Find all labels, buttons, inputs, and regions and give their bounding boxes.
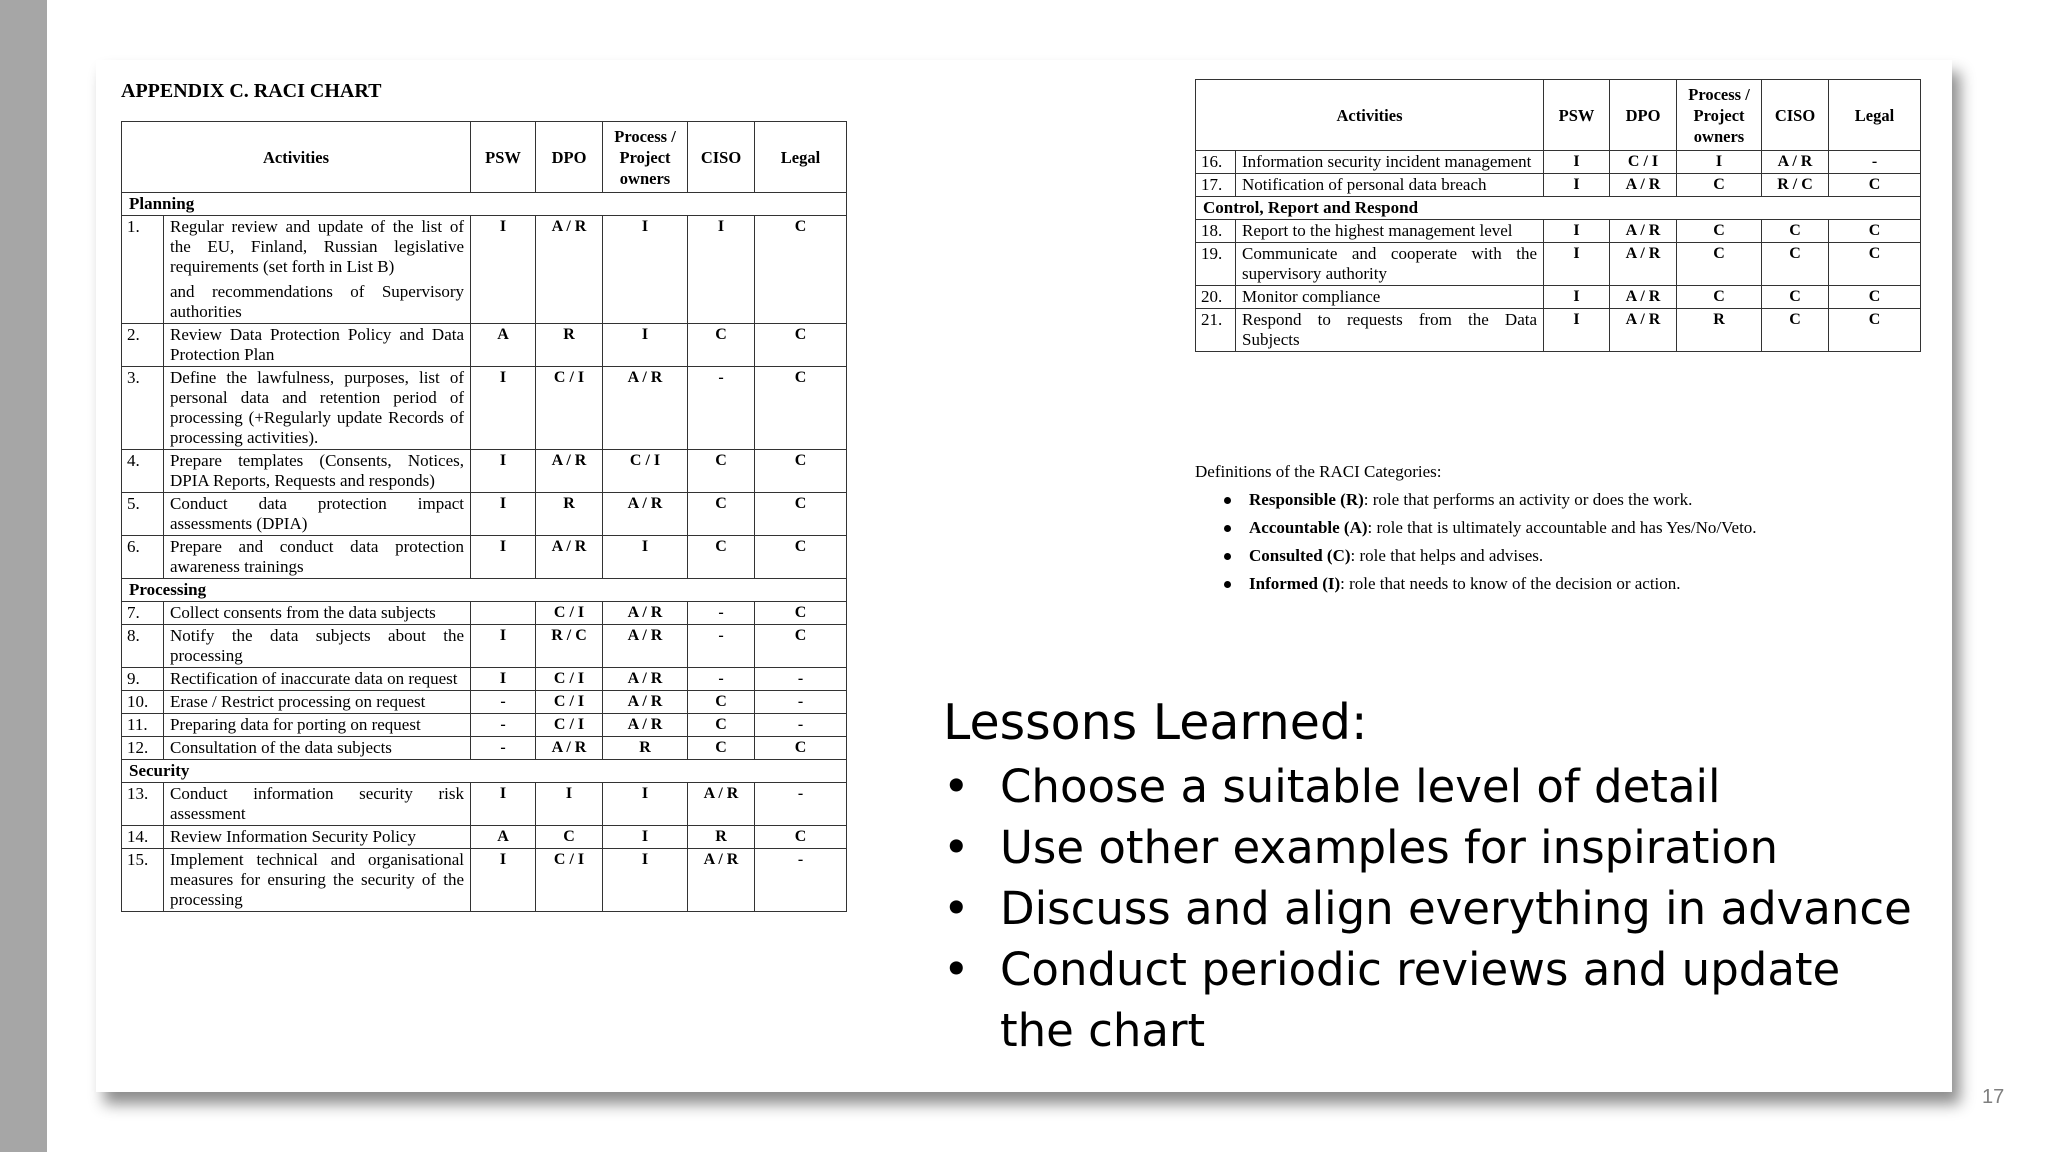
cell-ciso: A / R (688, 783, 755, 826)
cell-process-owners: A / R (603, 493, 688, 536)
definition-desc: : role that performs an activity or does the work. (1363, 490, 1693, 509)
cell-legal: C (1829, 174, 1921, 197)
row-number: 4. (122, 450, 164, 493)
cell-legal: C (755, 826, 847, 849)
col-legal: Legal (755, 122, 847, 193)
cell-legal: - (755, 849, 847, 912)
cell-ciso: C (688, 536, 755, 579)
row-number: 5. (122, 493, 164, 536)
cell-process-owners: I (603, 324, 688, 367)
section-row (122, 760, 847, 783)
cell-dpo: C / I (1610, 151, 1677, 174)
row-activity: Notification of personal data breach (1236, 174, 1544, 197)
row-number: 3. (122, 367, 164, 450)
cell-psw: I (1544, 220, 1610, 243)
table-row (122, 826, 847, 849)
cell-psw: - (471, 714, 536, 737)
cell-process-owners: I (603, 826, 688, 849)
cell-dpo: C / I (536, 367, 603, 450)
cell-ciso: R / C (1762, 174, 1829, 197)
row-number: 7. (122, 602, 164, 625)
raci-table-left (121, 121, 847, 912)
cell-dpo: A / R (536, 450, 603, 493)
cell-process-owners: I (603, 849, 688, 912)
lesson-item: • Choose a suitable level of detail (943, 756, 1920, 817)
table-row (122, 691, 847, 714)
cell-process-owners: C / I (603, 450, 688, 493)
cell-dpo: A / R (536, 216, 603, 324)
cell-ciso: - (688, 367, 755, 450)
cell-legal: C (755, 216, 847, 324)
cell-dpo: A / R (536, 737, 603, 760)
table-row (122, 714, 847, 737)
definition-desc: : role that helps and advises. (1350, 546, 1544, 565)
cell-ciso: C (1762, 309, 1829, 352)
row-number: 15. (122, 849, 164, 912)
cell-process-owners: A / R (603, 691, 688, 714)
lesson-item: • Use other examples for inspiration (943, 817, 1920, 878)
table-row (122, 849, 847, 912)
cell-ciso: C (1762, 220, 1829, 243)
definitions-title: Definitions of the RACI Categories: (1195, 462, 1442, 481)
cell-dpo: A / R (536, 536, 603, 579)
cell-legal: C (755, 324, 847, 367)
row-number: 6. (122, 536, 164, 579)
header-row (1196, 80, 1921, 151)
cell-ciso: C (688, 691, 755, 714)
cell-process-owners: C (1677, 174, 1762, 197)
section-control: Control, Report and Respond (1196, 197, 1921, 220)
cell-process-owners: A / R (603, 714, 688, 737)
table-row (122, 783, 847, 826)
row-number: 18. (1196, 220, 1236, 243)
row-activity: Information security incident management (1236, 151, 1544, 174)
cell-dpo: C / I (536, 714, 603, 737)
table-row (122, 216, 847, 324)
cell-ciso: C (1762, 243, 1829, 286)
cell-legal: - (1829, 151, 1921, 174)
cell-ciso: - (688, 602, 755, 625)
col-process-owners: Process / Project owners (603, 122, 688, 193)
cell-psw: I (471, 625, 536, 668)
cell-psw: I (471, 849, 536, 912)
col-dpo: DPO (536, 122, 603, 193)
cell-ciso: - (688, 668, 755, 691)
cell-legal: - (755, 714, 847, 737)
cell-psw: - (471, 737, 536, 760)
cell-process-owners: C (1677, 286, 1762, 309)
cell-ciso: C (688, 737, 755, 760)
row-activity: Prepare templates (Consents, Notices, DPIA Reports, Requests and responds) (164, 450, 471, 493)
table-row (1196, 220, 1921, 243)
table-row (1196, 309, 1921, 352)
cell-psw: I (471, 216, 536, 324)
cell-ciso: R (688, 826, 755, 849)
cell-legal: C (755, 602, 847, 625)
cell-legal: C (1829, 243, 1921, 286)
cell-dpo: A / R (1610, 243, 1677, 286)
table-row (122, 536, 847, 579)
cell-process-owners: I (603, 536, 688, 579)
definition-item (1249, 546, 1757, 566)
cell-process-owners: A / R (603, 668, 688, 691)
left-sidebar-strip (0, 0, 47, 1152)
section-planning: Planning (122, 193, 847, 216)
cell-process-owners: R (603, 737, 688, 760)
table-row (122, 668, 847, 691)
section-row (122, 579, 847, 602)
raci-definitions (1195, 462, 1757, 602)
cell-process-owners: I (603, 783, 688, 826)
table-row (122, 602, 847, 625)
cell-dpo: C / I (536, 668, 603, 691)
table-row (122, 493, 847, 536)
lesson-item: • Discuss and align everything in advance (943, 878, 1920, 939)
cell-process-owners: I (1677, 151, 1762, 174)
table-row (1196, 286, 1921, 309)
row-activity: Rectification of inaccurate data on request (164, 668, 471, 691)
section-row (122, 193, 847, 216)
cell-psw: I (1544, 243, 1610, 286)
cell-psw: I (1544, 309, 1610, 352)
col-psw: PSW (1544, 80, 1610, 151)
section-security: Security (122, 760, 847, 783)
cell-ciso: I (688, 216, 755, 324)
cell-ciso: C (688, 493, 755, 536)
cell-legal: C (1829, 309, 1921, 352)
cell-dpo: A / R (1610, 286, 1677, 309)
row-activity: Report to the highest management level (1236, 220, 1544, 243)
cell-process-owners: I (603, 216, 688, 324)
cell-dpo: A / R (1610, 220, 1677, 243)
cell-psw (471, 602, 536, 625)
cell-ciso: A / R (688, 849, 755, 912)
definitions-list (1195, 490, 1757, 594)
row-activity: Erase / Restrict processing on request (164, 691, 471, 714)
cell-legal: C (1829, 220, 1921, 243)
cell-dpo: A / R (1610, 174, 1677, 197)
col-ciso: CISO (1762, 80, 1829, 151)
definition-desc: : role that needs to know of the decision or action. (1340, 574, 1681, 593)
cell-dpo: C / I (536, 602, 603, 625)
col-process-owners: Process / Project owners (1677, 80, 1762, 151)
cell-psw: I (471, 493, 536, 536)
definition-term: Consulted (C) (1249, 546, 1351, 565)
cell-legal: - (755, 783, 847, 826)
col-activities: Activities (122, 122, 471, 193)
row-number: 14. (122, 826, 164, 849)
definition-item (1249, 574, 1757, 594)
row-activity: Respond to requests from the Data Subjects (1236, 309, 1544, 352)
col-legal: Legal (1829, 80, 1921, 151)
cell-process-owners: C (1677, 243, 1762, 286)
cell-legal: C (755, 367, 847, 450)
definition-item (1249, 490, 1757, 510)
table-row (122, 367, 847, 450)
section-row (1196, 197, 1921, 220)
col-psw: PSW (471, 122, 536, 193)
cell-legal: C (1829, 286, 1921, 309)
row-activity: Consultation of the data subjects (164, 737, 471, 760)
row-activity-text: Regular review and update of the list of the EU, Finland, Russian legislative requirements (set forth in List B) (170, 217, 465, 276)
row-activity: Define the lawfulness, purposes, list of personal data and retention period of processing (+Regularly update Records of processing activities). (164, 367, 471, 450)
table-row (1196, 243, 1921, 286)
cell-process-owners: R (1677, 309, 1762, 352)
row-activity-subtext: and recommendations of Supervisory authorities (170, 282, 465, 321)
row-activity: Conduct information security risk assessment (164, 783, 471, 826)
row-activity: Conduct data protection impact assessments (DPIA) (164, 493, 471, 536)
cell-psw: A (471, 826, 536, 849)
row-activity (164, 216, 471, 324)
row-number: 16. (1196, 151, 1236, 174)
table-row (1196, 151, 1921, 174)
row-number: 12. (122, 737, 164, 760)
definition-term: Responsible (R) (1249, 490, 1364, 509)
row-activity: Review Information Security Policy (164, 826, 471, 849)
row-number: 2. (122, 324, 164, 367)
row-number: 11. (122, 714, 164, 737)
cell-psw: I (471, 450, 536, 493)
cell-dpo: C (536, 826, 603, 849)
cell-process-owners: C (1677, 220, 1762, 243)
cell-legal: - (755, 691, 847, 714)
section-processing: Processing (122, 579, 847, 602)
row-number: 10. (122, 691, 164, 714)
row-number: 21. (1196, 309, 1236, 352)
cell-process-owners: A / R (603, 625, 688, 668)
table-row (122, 450, 847, 493)
cell-legal: C (755, 737, 847, 760)
row-activity: Review Data Protection Policy and Data Protection Plan (164, 324, 471, 367)
cell-dpo: A / R (1610, 309, 1677, 352)
table-row (1196, 174, 1921, 197)
cell-psw: A (471, 324, 536, 367)
table-row (122, 625, 847, 668)
definition-term: Accountable (A) (1249, 518, 1368, 537)
definition-item (1249, 518, 1757, 538)
cell-legal: C (755, 450, 847, 493)
row-activity: Notify the data subjects about the processing (164, 625, 471, 668)
appendix-title: APPENDIX C. RACI CHART (121, 80, 382, 102)
row-number: 20. (1196, 286, 1236, 309)
row-number: 8. (122, 625, 164, 668)
row-number: 17. (1196, 174, 1236, 197)
cell-process-owners: A / R (603, 367, 688, 450)
row-activity: Prepare and conduct data protection awareness trainings (164, 536, 471, 579)
row-activity: Monitor compliance (1236, 286, 1544, 309)
definition-term: Informed (I) (1249, 574, 1341, 593)
row-activity: Implement technical and organisational measures for ensuring the security of the processing (164, 849, 471, 912)
row-activity: Communicate and cooperate with the supervisory authority (1236, 243, 1544, 286)
table-row (122, 737, 847, 760)
row-number: 1. (122, 216, 164, 324)
row-activity: Collect consents from the data subjects (164, 602, 471, 625)
cell-psw: I (471, 367, 536, 450)
cell-dpo: R / C (536, 625, 603, 668)
cell-psw: I (471, 783, 536, 826)
cell-process-owners: A / R (603, 602, 688, 625)
row-number: 9. (122, 668, 164, 691)
cell-legal: C (755, 536, 847, 579)
cell-ciso: - (688, 625, 755, 668)
cell-ciso: C (688, 714, 755, 737)
header-row (122, 122, 847, 193)
slide-number: 17 (1982, 1086, 2005, 1108)
cell-ciso: C (688, 324, 755, 367)
cell-psw: I (471, 536, 536, 579)
cell-ciso: A / R (1762, 151, 1829, 174)
lesson-item: • Conduct periodic reviews and update the chart (943, 939, 1920, 1061)
cell-psw: I (1544, 151, 1610, 174)
col-dpo: DPO (1610, 80, 1677, 151)
raci-table-right (1195, 79, 1921, 352)
cell-legal: - (755, 668, 847, 691)
row-activity: Preparing data for porting on request (164, 714, 471, 737)
definition-desc: : role that is ultimately accountable and has Yes/No/Veto. (1367, 518, 1757, 537)
cell-psw: - (471, 691, 536, 714)
cell-dpo: R (536, 493, 603, 536)
col-ciso: CISO (688, 122, 755, 193)
cell-psw: I (1544, 174, 1610, 197)
cell-dpo: I (536, 783, 603, 826)
table-row (122, 324, 847, 367)
row-number: 19. (1196, 243, 1236, 286)
cell-ciso: C (1762, 286, 1829, 309)
lessons-heading: Lessons Learned: (943, 694, 1368, 751)
lessons-list (943, 756, 1920, 1061)
cell-ciso: C (688, 450, 755, 493)
cell-psw: I (471, 668, 536, 691)
cell-dpo: C / I (536, 849, 603, 912)
col-activities: Activities (1196, 80, 1544, 151)
cell-dpo: R (536, 324, 603, 367)
cell-legal: C (755, 625, 847, 668)
lessons-learned (943, 690, 1920, 1061)
cell-legal: C (755, 493, 847, 536)
cell-psw: I (1544, 286, 1610, 309)
cell-dpo: C / I (536, 691, 603, 714)
row-number: 13. (122, 783, 164, 826)
